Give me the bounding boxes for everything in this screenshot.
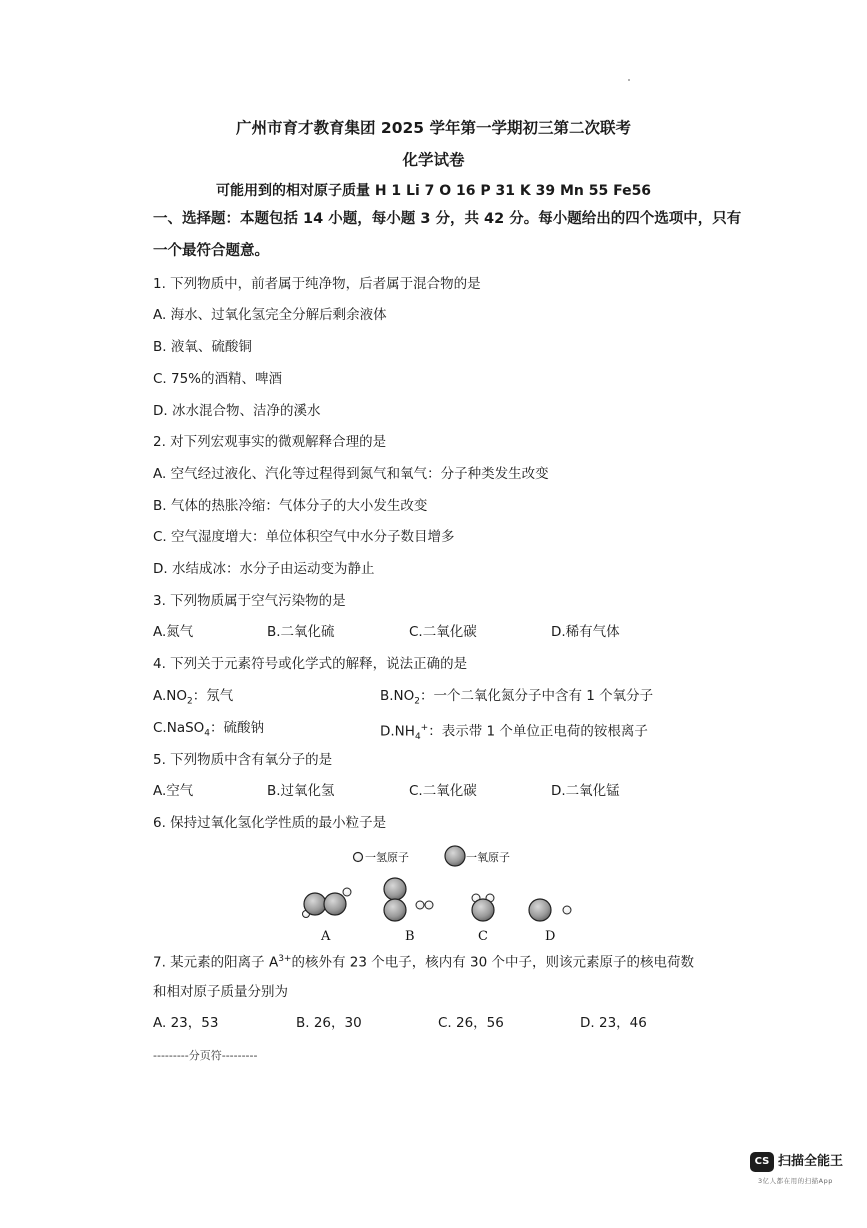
q4-stem: 4. 下列关于元素符号或化学式的解释，说法正确的是 xyxy=(153,656,468,672)
molecule-b-label: B xyxy=(405,929,415,942)
q1-option-b: B. 液氧、硫酸铜 xyxy=(153,339,252,355)
molecule-b-oxygen-1 xyxy=(384,878,406,900)
q4-c-text: ：硫酸钠 xyxy=(210,720,265,736)
atomic-masses: 可能用到的相对原子质量 H 1 Li 7 O 16 P 31 K 39 Mn 55 Fe56 xyxy=(215,183,652,199)
molecule-a-oxygen-2 xyxy=(324,893,346,915)
q1-stem: 1. 下列物质中，前者属于纯净物，后者属于混合物的是 xyxy=(153,276,481,292)
legend-hydrogen-label: 一氢原子 xyxy=(365,851,409,864)
q4-a-text: ：氖气 xyxy=(192,688,234,704)
q4-a-subscript: 2 xyxy=(187,696,193,707)
q1-option-a: A. 海水、过氧化氢完全分解后剩余液体 xyxy=(153,307,387,323)
molecule-a-hydrogen-2 xyxy=(343,888,351,896)
q3-option-d: D.稀有气体 xyxy=(551,624,620,640)
molecule-diagram xyxy=(290,842,580,942)
q4-b-text: ：一个二氧化氮分子中含有 1 个氧分子 xyxy=(420,688,654,704)
q5-option-b: B.过氧化氢 xyxy=(267,783,335,799)
q2-option-c: C. 空气湿度增大：单位体积空气中水分子数目增多 xyxy=(153,529,455,545)
molecule-d-hydrogen xyxy=(563,906,571,914)
q4-c-formula: C.NaSO xyxy=(153,720,205,736)
q7-stem-rest: 的核外有 23 个电子，核内有 30 个中子，则该元素原子的核电荷数 xyxy=(291,954,695,971)
q2-option-a: A. 空气经过液化、汽化等过程得到氮气和氧气：分子种类发生改变 xyxy=(153,466,549,482)
exam-title: 广州市育才教育集团 2025 学年第一学期初三第二次联考 xyxy=(236,119,631,137)
q7-stem xyxy=(153,950,694,972)
q4-d-text: ：表示带 1 个单位正电荷的铵根离子 xyxy=(428,723,648,740)
scan-speck xyxy=(628,79,630,81)
q7-stem-prefix: 7. 某元素的阳离子 A xyxy=(153,954,279,971)
q1-option-c: C. 75%的酒精、啤酒 xyxy=(153,371,283,387)
q4-option-a xyxy=(153,687,233,711)
exam-subject: 化学试卷 xyxy=(402,151,465,169)
q7-option-c: C. 26，56 xyxy=(438,1015,504,1031)
q4-option-c xyxy=(153,719,264,743)
q1-option-d: D. 冰水混合物、洁净的溪水 xyxy=(153,403,321,419)
scanner-app-name: 扫描全能王 xyxy=(778,1154,844,1169)
q2-option-b: B. 气体的热胀冷缩：气体分子的大小发生改变 xyxy=(153,498,428,514)
q4-b-formula: B.NO xyxy=(380,688,415,704)
molecule-b-hydrogen-1 xyxy=(416,901,424,909)
q4-d-subscript: 4 xyxy=(414,732,421,743)
q2-stem: 2. 对下列宏观事实的微观解释合理的是 xyxy=(153,434,387,450)
molecule-d-oxygen xyxy=(529,899,551,921)
q4-d-superscript: + xyxy=(420,723,429,733)
scanner-tagline: 3亿人都在用的扫描App xyxy=(758,1177,833,1185)
molecule-c-oxygen xyxy=(472,899,494,921)
molecule-c-label: C xyxy=(478,929,488,942)
q7-option-a: A. 23，53 xyxy=(153,1015,219,1031)
q2-option-d: D. 水结成冰：水分子由运动变为静止 xyxy=(153,561,375,577)
q6-stem: 6. 保持过氧化氢化学性质的最小粒子是 xyxy=(153,815,387,831)
q4-c-subscript: 4 xyxy=(204,728,211,739)
q5-stem: 5. 下列物质中含有氧分子的是 xyxy=(153,752,333,768)
page-break-separator: ---------分页符--------- xyxy=(153,1049,258,1062)
q4-d-formula: D.NH xyxy=(380,723,415,740)
q3-option-b: B.二氧化硫 xyxy=(267,624,335,640)
scanner-logo-icon: CS xyxy=(750,1152,774,1172)
q5-option-c: C.二氧化碳 xyxy=(409,783,477,799)
q5-option-a: A.空气 xyxy=(153,783,194,799)
q3-option-c: C.二氧化碳 xyxy=(409,624,477,640)
molecule-b-oxygen-2 xyxy=(384,899,406,921)
q3-option-a: A.氮气 xyxy=(153,624,194,640)
q4-option-d xyxy=(380,719,648,746)
molecule-a-label: A xyxy=(321,929,331,942)
legend-hydrogen-atom xyxy=(354,853,363,862)
q3-stem: 3. 下列物质属于空气污染物的是 xyxy=(153,593,346,609)
q4-option-b xyxy=(380,687,653,711)
q7-stem-line2: 和相对原子质量分别为 xyxy=(153,984,288,1000)
legend-oxygen-label: 一氧原子 xyxy=(466,851,510,864)
section-heading-line1: 一、选择题：本题包括 14 小题，每小题 3 分，共 42 分。每小题给出的四个选项中，只有 xyxy=(153,211,742,227)
q7-option-b: B. 26，30 xyxy=(296,1015,362,1031)
section-heading-line2: 一个最符合题意。 xyxy=(153,243,269,259)
q4-a-formula: A.NO xyxy=(153,688,188,704)
q7-superscript: 3+ xyxy=(278,954,292,964)
q7-option-d: D. 23，46 xyxy=(580,1015,647,1031)
molecule-a-oxygen-1 xyxy=(304,893,326,915)
q5-option-d: D.二氧化锰 xyxy=(551,783,620,799)
molecule-b-hydrogen-2 xyxy=(425,901,433,909)
legend-oxygen-atom xyxy=(445,846,465,866)
q4-b-subscript: 2 xyxy=(414,696,421,707)
molecule-d-label: D xyxy=(545,929,556,942)
